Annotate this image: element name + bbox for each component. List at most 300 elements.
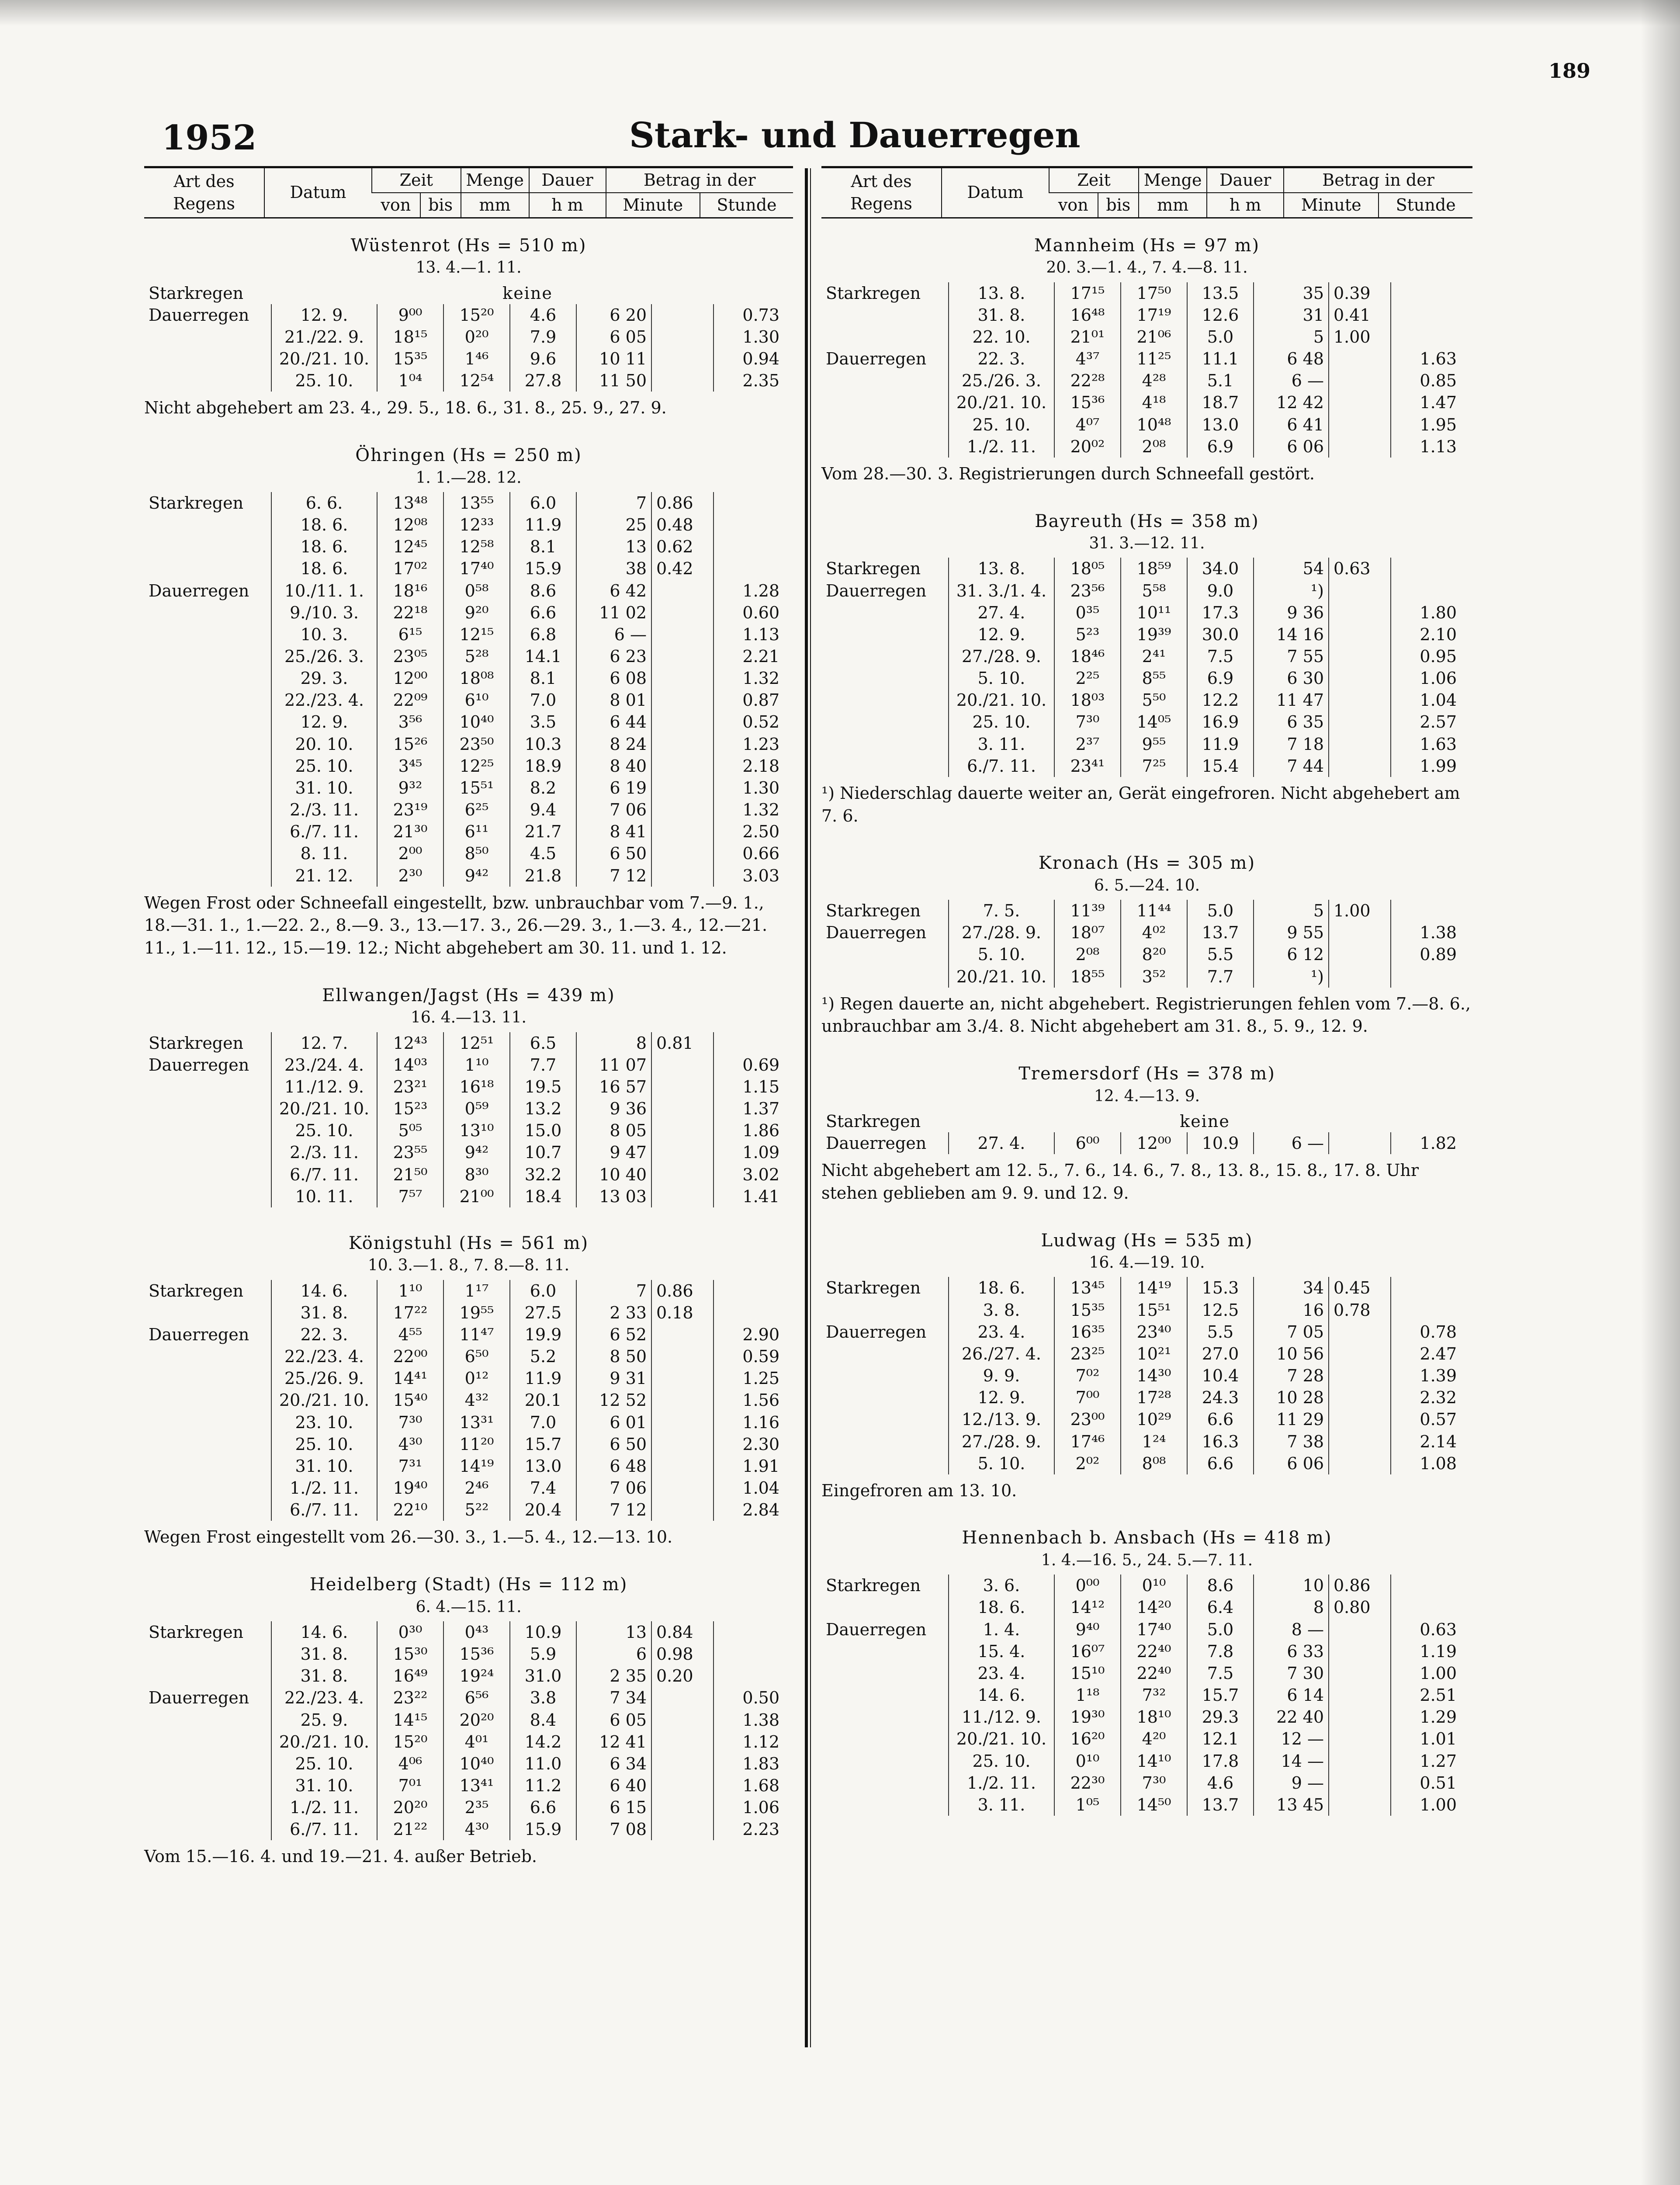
cell-menge: 13.5 bbox=[1187, 282, 1254, 304]
cell-minute bbox=[1329, 392, 1391, 413]
cell-minute bbox=[1329, 414, 1391, 436]
rain-type bbox=[144, 1302, 271, 1324]
table-row bbox=[821, 1431, 1461, 1453]
cell-minute bbox=[1329, 602, 1391, 624]
cell-dauer: 11 02 bbox=[576, 602, 651, 624]
cell-bis: 10⁴⁸ bbox=[1121, 414, 1187, 436]
cell-datum: 5. 10. bbox=[949, 1453, 1054, 1474]
column-divider-thin bbox=[810, 168, 811, 2047]
table-row bbox=[144, 1621, 784, 1643]
cell-bis: 23⁵⁰ bbox=[443, 733, 510, 755]
table-row bbox=[821, 1453, 1461, 1474]
rain-type: Starkregen bbox=[826, 283, 921, 303]
cell-dauer: 12 — bbox=[1254, 1728, 1329, 1750]
cell-minute bbox=[1329, 348, 1391, 370]
cell-menge: 6.8 bbox=[510, 624, 576, 645]
cell-bis: 14⁵⁰ bbox=[1121, 1794, 1187, 1816]
cell-datum: 14. 6. bbox=[271, 1621, 377, 1643]
cell-von: 20⁰² bbox=[1054, 436, 1121, 458]
cell-dauer: 9 36 bbox=[1254, 602, 1329, 624]
cell-stunde: 2.51 bbox=[1391, 1684, 1461, 1706]
cell-datum: 23. 10. bbox=[271, 1412, 377, 1433]
cell-stunde: 0.59 bbox=[714, 1346, 784, 1367]
cell-von: 9⁴⁰ bbox=[1054, 1619, 1121, 1640]
cell-menge: 3.8 bbox=[510, 1687, 576, 1709]
cell-datum: 31. 3./1. 4. bbox=[949, 580, 1054, 602]
right-column bbox=[821, 166, 1472, 1816]
cell-minute bbox=[1329, 436, 1391, 458]
cell-dauer: 6 15 bbox=[576, 1797, 651, 1818]
cell-datum: 9./10. 3. bbox=[271, 602, 377, 624]
cell-menge: 15.9 bbox=[510, 558, 576, 579]
header-zeit: Zeit bbox=[372, 168, 461, 193]
table-row bbox=[821, 1684, 1461, 1706]
cell-menge: 9.6 bbox=[510, 348, 576, 370]
table-row bbox=[144, 1499, 784, 1521]
table-row bbox=[144, 1687, 784, 1709]
cell-datum: 6./7. 11. bbox=[949, 755, 1054, 777]
table-row bbox=[821, 1706, 1461, 1728]
rain-type: Dauerregen bbox=[826, 581, 927, 600]
cell-von: 0³⁵ bbox=[1054, 602, 1121, 624]
cell-bis: 0¹⁰ bbox=[1121, 1575, 1187, 1596]
cell-von: 4⁰⁶ bbox=[377, 1753, 443, 1775]
cell-bis: 0⁵⁸ bbox=[443, 580, 510, 602]
cell-datum: 3. 11. bbox=[949, 1794, 1054, 1816]
rain-type bbox=[144, 370, 271, 392]
station-note: Nicht abgehebert am 23. 4., 29. 5., 18. 6., 31. 8., 25. 9., 27. 9. bbox=[144, 398, 667, 418]
cell-minute bbox=[651, 602, 714, 624]
cell-stunde: 1.80 bbox=[1391, 602, 1461, 624]
cell-minute bbox=[651, 1477, 714, 1499]
rain-type bbox=[144, 1455, 271, 1477]
rain-type bbox=[821, 755, 949, 777]
cell-menge: 6.0 bbox=[510, 1280, 576, 1302]
no-events: keine bbox=[1180, 1111, 1230, 1131]
cell-minute bbox=[651, 1753, 714, 1775]
rain-type bbox=[821, 1387, 949, 1408]
cell-dauer: 7 bbox=[576, 1280, 651, 1302]
table-row bbox=[821, 1408, 1461, 1430]
page-number: 189 bbox=[1548, 59, 1590, 83]
cell-dauer: 2 35 bbox=[576, 1665, 651, 1687]
cell-stunde: 0.95 bbox=[1391, 645, 1461, 667]
cell-von: 23²¹ bbox=[377, 1076, 443, 1098]
rain-type bbox=[144, 667, 271, 689]
rain-type bbox=[821, 1343, 949, 1365]
cell-minute bbox=[651, 1433, 714, 1455]
rain-type bbox=[821, 392, 949, 413]
cell-minute bbox=[1329, 1453, 1391, 1474]
rain-type bbox=[144, 1367, 271, 1389]
cell-bis: 8²⁰ bbox=[1121, 943, 1187, 965]
cell-dauer: 12 52 bbox=[576, 1389, 651, 1411]
rain-type bbox=[144, 536, 271, 558]
cell-menge: 27.8 bbox=[510, 370, 576, 392]
header-bis: bis bbox=[420, 193, 461, 217]
cell-stunde: 1.86 bbox=[714, 1120, 784, 1141]
cell-von: 23⁵⁵ bbox=[377, 1141, 443, 1163]
rain-type bbox=[144, 1709, 271, 1731]
rain-type bbox=[144, 777, 271, 799]
cell-stunde: 0.63 bbox=[1391, 1619, 1461, 1640]
cell-dauer: 6 33 bbox=[1254, 1640, 1329, 1662]
cell-datum: 27. 4. bbox=[949, 602, 1054, 624]
table-row bbox=[144, 624, 784, 645]
cell-stunde: 2.90 bbox=[714, 1324, 784, 1346]
rain-type bbox=[144, 1164, 271, 1186]
cell-stunde bbox=[1391, 966, 1461, 988]
station-period: 31. 3.—12. 11. bbox=[1089, 534, 1205, 553]
cell-menge: 10.7 bbox=[510, 1141, 576, 1163]
cell-bis: 11⁴⁴ bbox=[1121, 900, 1187, 922]
cell-menge: 12.5 bbox=[1187, 1299, 1254, 1321]
cell-dauer: 8 40 bbox=[576, 755, 651, 777]
cell-von: 14¹⁵ bbox=[377, 1709, 443, 1731]
cell-bis: 7²⁵ bbox=[1121, 755, 1187, 777]
cell-dauer: 6 50 bbox=[576, 843, 651, 864]
table-row bbox=[144, 1797, 784, 1818]
cell-stunde: 1.41 bbox=[714, 1186, 784, 1207]
cell-stunde bbox=[1391, 1277, 1461, 1299]
cell-datum: 25. 9. bbox=[271, 1709, 377, 1731]
table-row bbox=[144, 492, 784, 514]
cell-bis: 15³⁶ bbox=[443, 1643, 510, 1665]
table-row bbox=[821, 1299, 1461, 1321]
cell-menge: 7.7 bbox=[1187, 966, 1254, 988]
cell-datum: 11./12. 9. bbox=[271, 1076, 377, 1098]
cell-von: 15⁴⁰ bbox=[377, 1389, 443, 1411]
cell-stunde: 2.84 bbox=[714, 1499, 784, 1521]
cell-bis: 21⁰⁰ bbox=[443, 1186, 510, 1207]
cell-von: 1¹⁸ bbox=[1054, 1684, 1121, 1706]
cell-menge: 15.7 bbox=[510, 1433, 576, 1455]
rain-type: Dauerregen bbox=[826, 349, 927, 369]
cell-minute: 0.86 bbox=[651, 1280, 714, 1302]
cell-datum: 10./11. 1. bbox=[271, 580, 377, 602]
cell-datum: 27./28. 9. bbox=[949, 645, 1054, 667]
rain-type bbox=[144, 1477, 271, 1499]
cell-menge: 5.5 bbox=[1187, 1321, 1254, 1343]
cell-minute: 0.42 bbox=[651, 558, 714, 579]
cell-menge: 18.4 bbox=[510, 1186, 576, 1207]
cell-menge: 4.6 bbox=[510, 304, 576, 326]
cell-dauer: 31 bbox=[1254, 304, 1329, 326]
column-divider bbox=[805, 168, 808, 2047]
station-name: Wüstenrot (Hs = 510 m) bbox=[350, 235, 587, 256]
cell-datum: 27. 4. bbox=[949, 1132, 1054, 1154]
table-row bbox=[821, 624, 1461, 645]
cell-von: 14¹² bbox=[1054, 1596, 1121, 1618]
cell-dauer: 8 05 bbox=[576, 1120, 651, 1141]
cell-dauer: 7 34 bbox=[576, 1687, 651, 1709]
station-name: Ludwag (Hs = 535 m) bbox=[1041, 1230, 1253, 1251]
station-table bbox=[144, 1280, 784, 1521]
cell-von: 15³⁰ bbox=[377, 1643, 443, 1665]
cell-datum: 18. 6. bbox=[271, 558, 377, 579]
cell-menge: 11.1 bbox=[1187, 348, 1254, 370]
cell-von: 19⁴⁰ bbox=[377, 1477, 443, 1499]
cell-bis: 11²⁵ bbox=[1121, 348, 1187, 370]
cell-dauer: 22 40 bbox=[1254, 1706, 1329, 1728]
table-row bbox=[821, 602, 1461, 624]
cell-menge: 8.4 bbox=[510, 1709, 576, 1731]
header-stunde: Stunde bbox=[700, 193, 793, 217]
cell-stunde: 1.56 bbox=[714, 1389, 784, 1411]
cell-datum: 25./26. 9. bbox=[271, 1367, 377, 1389]
rain-type bbox=[144, 1665, 271, 1687]
rain-type bbox=[144, 514, 271, 536]
right-stations bbox=[821, 234, 1472, 1816]
cell-dauer: 6 48 bbox=[1254, 348, 1329, 370]
cell-von: 13⁴⁵ bbox=[1054, 1277, 1121, 1299]
rain-type: Dauerregen bbox=[149, 1055, 249, 1075]
station-name: Tremersdorf (Hs = 378 m) bbox=[1018, 1064, 1275, 1084]
cell-von: 22¹⁸ bbox=[377, 602, 443, 624]
cell-minute bbox=[651, 1164, 714, 1186]
cell-minute bbox=[651, 1687, 714, 1709]
cell-stunde: 1.23 bbox=[714, 733, 784, 755]
rain-type: Starkregen bbox=[826, 1278, 921, 1298]
cell-datum: 31. 8. bbox=[271, 1643, 377, 1665]
cell-menge: 21.8 bbox=[510, 865, 576, 887]
cell-dauer: 6 35 bbox=[1254, 711, 1329, 733]
cell-datum: 13. 8. bbox=[949, 282, 1054, 304]
cell-bis: 10⁴⁰ bbox=[443, 1753, 510, 1775]
cell-bis: 14¹⁰ bbox=[1121, 1750, 1187, 1772]
table-row bbox=[144, 645, 784, 667]
cell-minute bbox=[651, 1346, 714, 1367]
cell-von: 0¹⁰ bbox=[1054, 1750, 1121, 1772]
cell-von: 2⁰⁰ bbox=[377, 843, 443, 864]
rain-type bbox=[821, 624, 949, 645]
cell-von: 17⁴⁶ bbox=[1054, 1431, 1121, 1453]
rain-type: Dauerregen bbox=[149, 1325, 249, 1344]
cell-bis: 5⁵⁸ bbox=[1121, 580, 1187, 602]
cell-stunde: 1.04 bbox=[714, 1477, 784, 1499]
table-row bbox=[144, 536, 784, 558]
cell-von: 2²⁵ bbox=[1054, 667, 1121, 689]
cell-dauer: 7 12 bbox=[576, 865, 651, 887]
header-betrag: Betrag in der bbox=[606, 168, 793, 193]
table-row bbox=[821, 1596, 1461, 1618]
cell-menge: 7.7 bbox=[510, 1054, 576, 1076]
cell-dauer: 6 34 bbox=[576, 1753, 651, 1775]
cell-datum: 27./28. 9. bbox=[949, 922, 1054, 943]
cell-dauer: 5 bbox=[1254, 326, 1329, 348]
cell-von: 15¹⁰ bbox=[1054, 1662, 1121, 1684]
cell-bis: 6¹¹ bbox=[443, 821, 510, 843]
cell-dauer: 9 36 bbox=[576, 1098, 651, 1120]
cell-datum: 22. 10. bbox=[949, 326, 1054, 348]
cell-dauer: 6 05 bbox=[576, 326, 651, 348]
cell-dauer: 6 bbox=[576, 1643, 651, 1665]
cell-stunde bbox=[714, 514, 784, 536]
table-row bbox=[821, 1662, 1461, 1684]
cell-menge: 13.0 bbox=[1187, 414, 1254, 436]
cell-menge: 17.3 bbox=[1187, 602, 1254, 624]
rain-type bbox=[144, 711, 271, 733]
cell-minute: 0.48 bbox=[651, 514, 714, 536]
cell-datum: 6./7. 11. bbox=[271, 821, 377, 843]
station-period: 1. 4.—16. 5., 24. 5.—7. 11. bbox=[1041, 1551, 1253, 1570]
station-block bbox=[144, 1232, 793, 1549]
cell-datum: 21./22. 9. bbox=[271, 326, 377, 348]
cell-stunde: 1.27 bbox=[1391, 1750, 1461, 1772]
cell-bis: 19³⁹ bbox=[1121, 624, 1187, 645]
cell-dauer: 8 bbox=[1254, 1596, 1329, 1618]
cell-bis: 20²⁰ bbox=[443, 1709, 510, 1731]
cell-von: 23⁴¹ bbox=[1054, 755, 1121, 777]
cell-von: 4⁵⁵ bbox=[377, 1324, 443, 1346]
cell-stunde: 1.32 bbox=[714, 799, 784, 821]
cell-stunde: 1.83 bbox=[714, 1753, 784, 1775]
rain-type bbox=[821, 1453, 949, 1474]
table-row bbox=[144, 1665, 784, 1687]
cell-datum: 14. 6. bbox=[271, 1280, 377, 1302]
station-name: Heidelberg (Stadt) (Hs = 112 m) bbox=[309, 1575, 628, 1595]
page-year: 1952 bbox=[162, 118, 257, 158]
cell-datum: 6. 6. bbox=[271, 492, 377, 514]
cell-minute bbox=[1329, 1728, 1391, 1750]
cell-bis: 5²⁸ bbox=[443, 645, 510, 667]
cell-bis: 7³⁰ bbox=[1121, 1772, 1187, 1794]
rain-type bbox=[144, 1346, 271, 1367]
cell-minute: 0.84 bbox=[651, 1621, 714, 1643]
cell-stunde: 1.91 bbox=[714, 1455, 784, 1477]
cell-stunde: 1.12 bbox=[714, 1731, 784, 1753]
cell-stunde: 1.13 bbox=[714, 624, 784, 645]
table-row bbox=[821, 1728, 1461, 1750]
table-row bbox=[821, 943, 1461, 965]
cell-datum: 1./2. 11. bbox=[949, 436, 1054, 458]
cell-minute bbox=[1329, 1640, 1391, 1662]
cell-bis: 4¹⁸ bbox=[1121, 392, 1187, 413]
rain-type bbox=[821, 602, 949, 624]
cell-stunde bbox=[714, 558, 784, 579]
rain-type bbox=[821, 645, 949, 667]
cell-menge: 9.4 bbox=[510, 799, 576, 821]
cell-stunde bbox=[714, 1032, 784, 1054]
table-row bbox=[144, 1477, 784, 1499]
table-row bbox=[821, 1321, 1461, 1343]
cell-datum: 23. 4. bbox=[949, 1662, 1054, 1684]
cell-dauer: 6 06 bbox=[1254, 1453, 1329, 1474]
rain-type bbox=[821, 689, 949, 711]
station-table bbox=[144, 1032, 784, 1207]
table-row bbox=[821, 1132, 1461, 1154]
cell-datum: 25./26. 3. bbox=[949, 370, 1054, 392]
cell-stunde bbox=[1391, 1596, 1461, 1618]
cell-minute bbox=[1329, 580, 1391, 602]
cell-minute bbox=[651, 1141, 714, 1163]
cell-bis: 0¹² bbox=[443, 1367, 510, 1389]
cell-stunde: 1.38 bbox=[1391, 922, 1461, 943]
cell-bis: 13⁴¹ bbox=[443, 1775, 510, 1797]
cell-bis: 23⁴⁰ bbox=[1121, 1321, 1187, 1343]
cell-menge: 9.0 bbox=[1187, 580, 1254, 602]
table-row bbox=[821, 1619, 1461, 1640]
station-block bbox=[144, 984, 793, 1207]
table-row bbox=[821, 645, 1461, 667]
cell-menge: 15.3 bbox=[1187, 1277, 1254, 1299]
cell-bis: 4³² bbox=[443, 1389, 510, 1411]
cell-minute bbox=[1329, 711, 1391, 733]
cell-von: 23²⁵ bbox=[1054, 1343, 1121, 1365]
cell-stunde: 1.08 bbox=[1391, 1453, 1461, 1474]
cell-dauer: 38 bbox=[576, 558, 651, 579]
cell-von: 7³⁰ bbox=[377, 1412, 443, 1433]
cell-stunde: 2.30 bbox=[714, 1433, 784, 1455]
cell-datum: 12./13. 9. bbox=[949, 1408, 1054, 1430]
cell-menge: 5.9 bbox=[510, 1643, 576, 1665]
cell-minute: 0.86 bbox=[1329, 1575, 1391, 1596]
cell-von: 17²² bbox=[377, 1302, 443, 1324]
cell-dauer: 8 41 bbox=[576, 821, 651, 843]
cell-menge: 30.0 bbox=[1187, 624, 1254, 645]
table-row bbox=[144, 733, 784, 755]
cell-menge: 12.2 bbox=[1187, 689, 1254, 711]
table-row bbox=[821, 392, 1461, 413]
cell-stunde: 1.06 bbox=[1391, 667, 1461, 689]
cell-menge: 10.9 bbox=[510, 1621, 576, 1643]
cell-datum: 20./21. 10. bbox=[271, 1389, 377, 1411]
cell-minute bbox=[1329, 1794, 1391, 1816]
rain-type bbox=[144, 326, 271, 348]
cell-minute: 1.00 bbox=[1329, 326, 1391, 348]
cell-von: 2⁰² bbox=[1054, 1453, 1121, 1474]
header-datum: Datum bbox=[264, 168, 372, 217]
table-row bbox=[821, 1794, 1461, 1816]
cell-dauer: 11 50 bbox=[576, 370, 651, 392]
cell-von: 12⁰⁸ bbox=[377, 514, 443, 536]
cell-minute bbox=[651, 624, 714, 645]
cell-menge: 19.9 bbox=[510, 1324, 576, 1346]
table-row bbox=[144, 1412, 784, 1433]
cell-bis: 17¹⁹ bbox=[1121, 304, 1187, 326]
rain-type bbox=[821, 1365, 949, 1387]
cell-dauer: 6 30 bbox=[1254, 667, 1329, 689]
cell-dauer: 13 bbox=[576, 536, 651, 558]
cell-datum: 31. 8. bbox=[271, 1302, 377, 1324]
cell-minute: 0.18 bbox=[651, 1302, 714, 1324]
cell-datum: 6./7. 11. bbox=[271, 1164, 377, 1186]
cell-menge: 32.2 bbox=[510, 1164, 576, 1186]
cell-menge: 8.1 bbox=[510, 667, 576, 689]
table-row bbox=[144, 1753, 784, 1775]
cell-stunde: 1.99 bbox=[1391, 755, 1461, 777]
scan-edge-shadow bbox=[1641, 0, 1680, 2185]
cell-datum: 13. 8. bbox=[949, 558, 1054, 579]
cell-stunde bbox=[714, 1280, 784, 1302]
rain-type bbox=[821, 1750, 949, 1772]
cell-von: 6¹⁵ bbox=[377, 624, 443, 645]
cell-minute bbox=[651, 1367, 714, 1389]
table-row bbox=[144, 1731, 784, 1753]
cell-datum: 10. 11. bbox=[271, 1186, 377, 1207]
table-header-right bbox=[821, 166, 1472, 218]
cell-stunde: 1.95 bbox=[1391, 414, 1461, 436]
cell-stunde: 1.47 bbox=[1391, 392, 1461, 413]
cell-bis: 15⁵¹ bbox=[1121, 1299, 1187, 1321]
cell-stunde: 2.35 bbox=[714, 370, 784, 392]
cell-stunde bbox=[1391, 326, 1461, 348]
cell-minute: 0.39 bbox=[1329, 282, 1391, 304]
cell-menge: 7.8 bbox=[1187, 1640, 1254, 1662]
cell-menge: 5.0 bbox=[1187, 326, 1254, 348]
cell-stunde bbox=[714, 536, 784, 558]
cell-minute bbox=[651, 1797, 714, 1818]
